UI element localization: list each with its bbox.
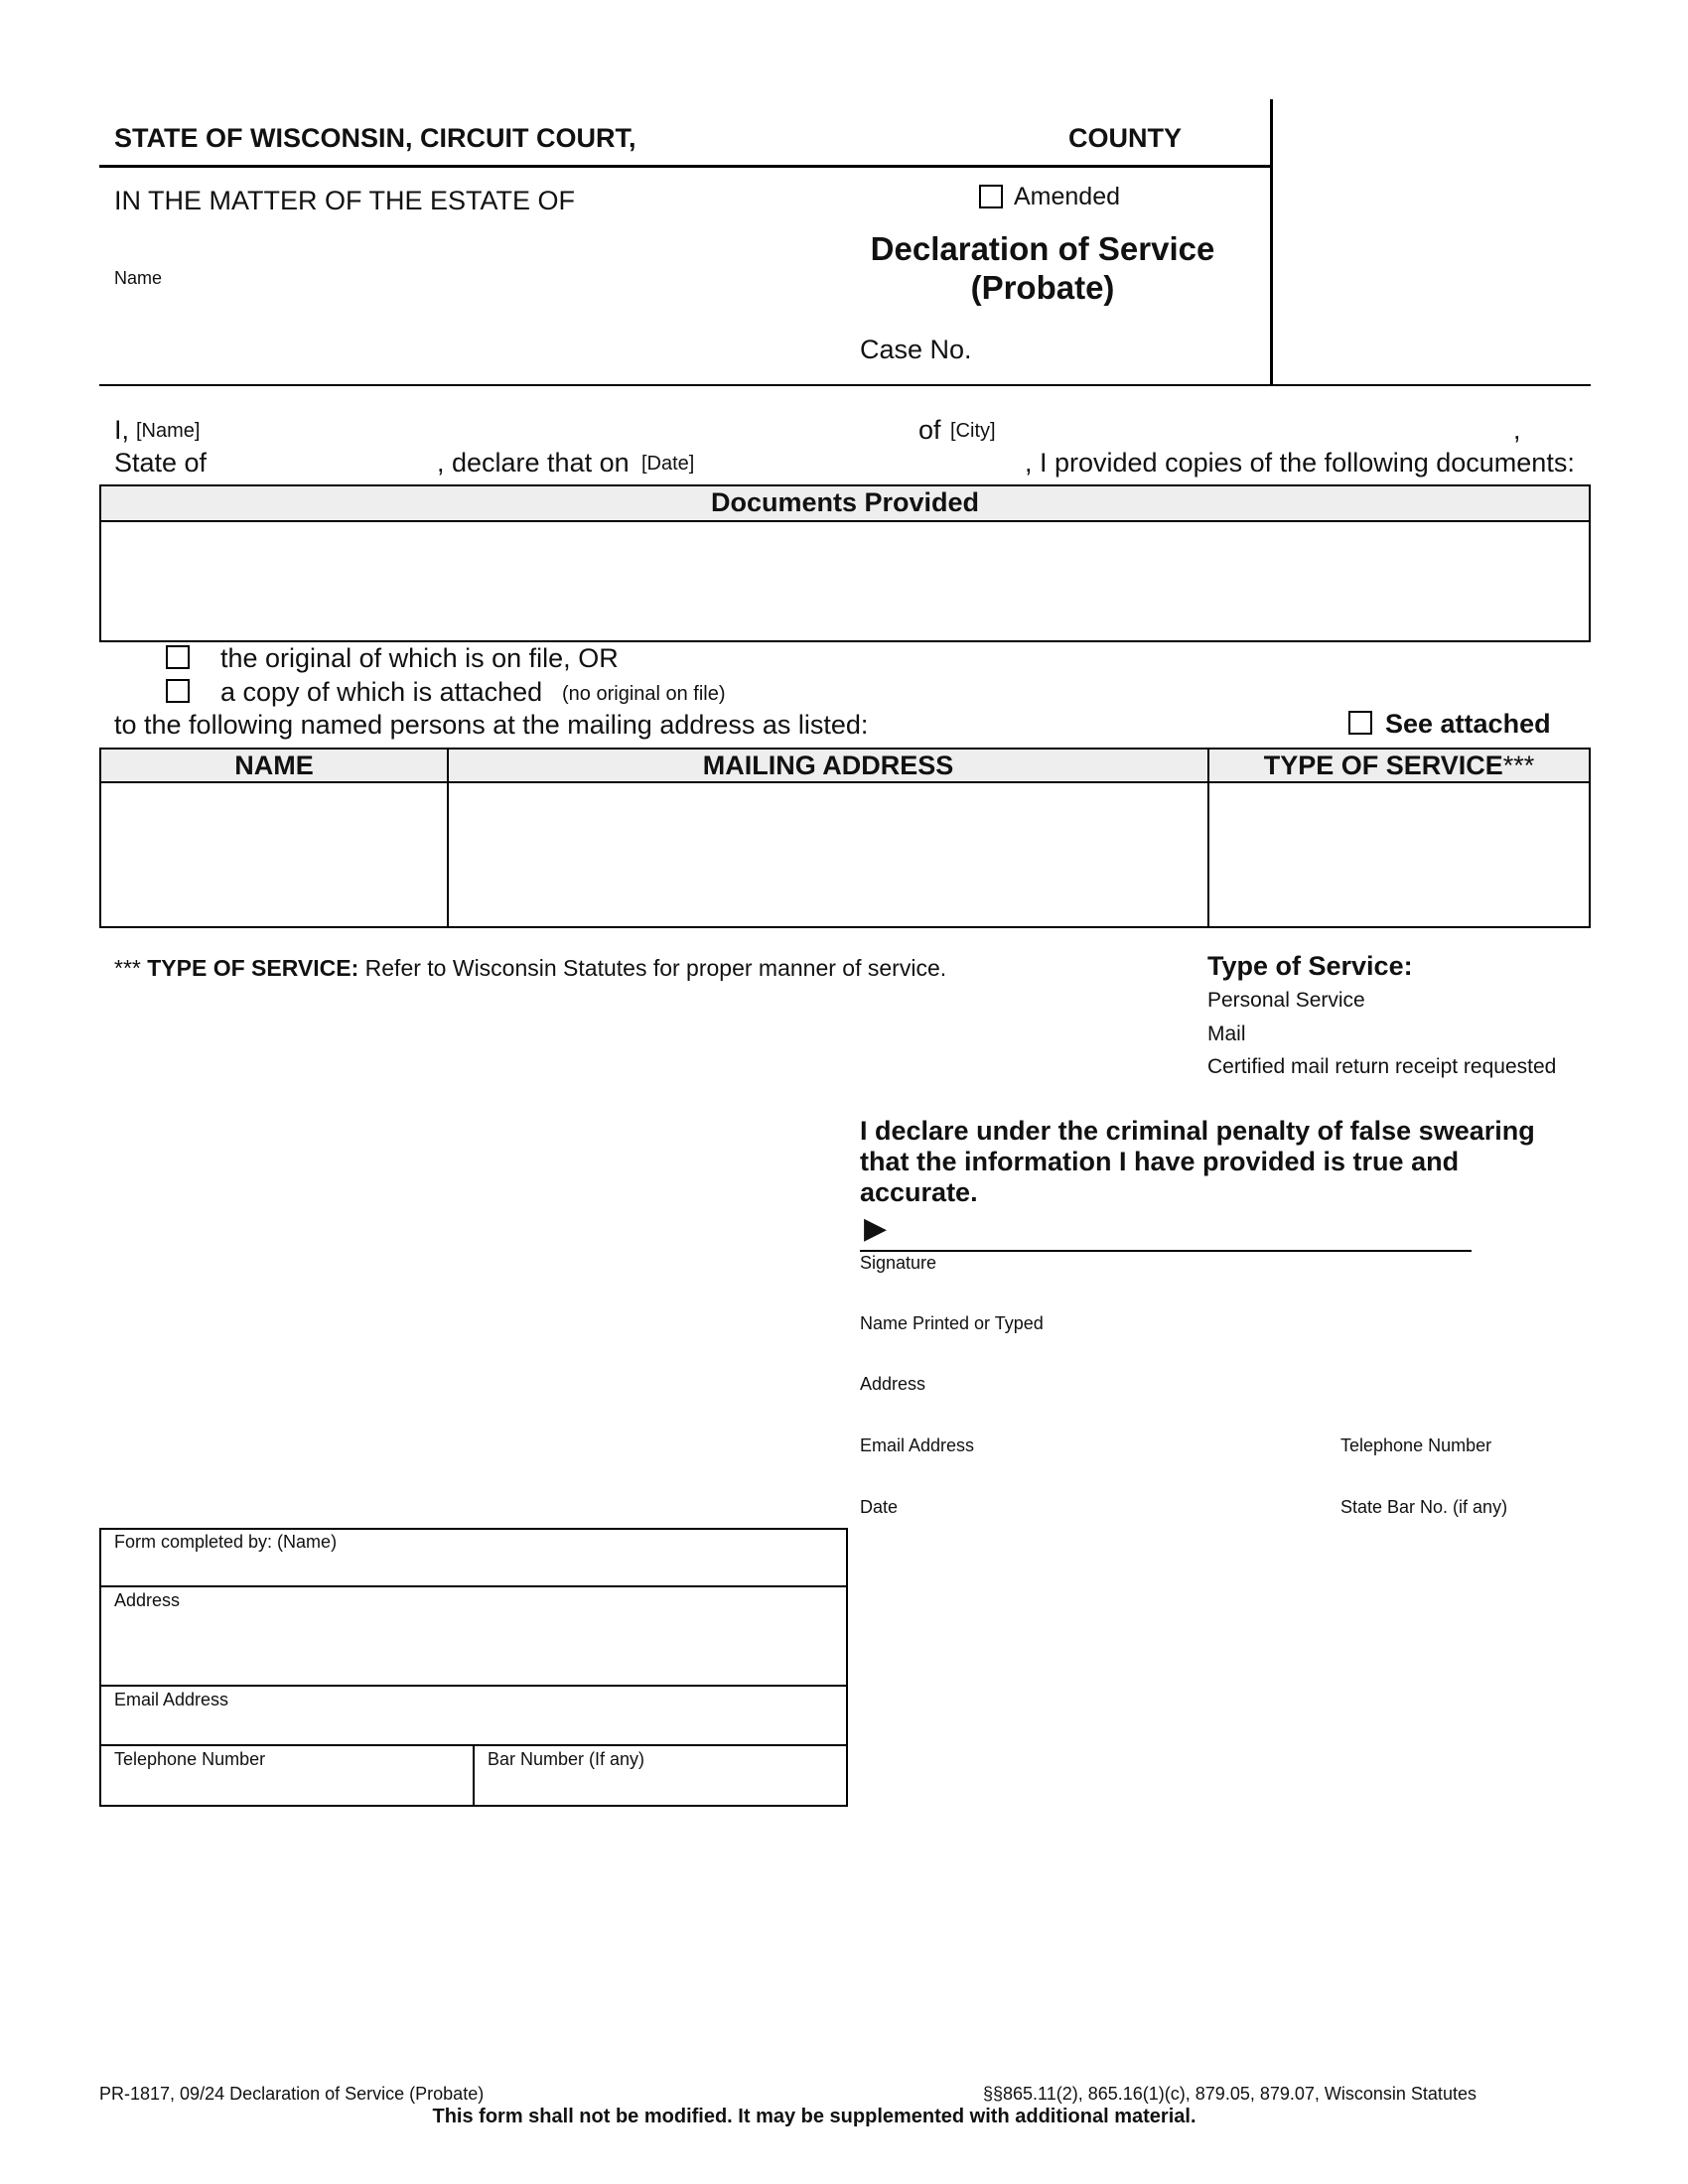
state-bar-caption: State Bar No. (if any) [1340,1497,1508,1517]
service-note-label: TYPE OF SERVICE: [147,955,359,981]
completed-by-name-input[interactable] [103,1554,844,1583]
signer-email-caption: Email Address [860,1435,975,1455]
court-label: STATE OF WISCONSIN, CIRCUIT COURT, [114,123,636,153]
original-on-file-label: the original of which is on file, OR [220,643,619,673]
oath-line-1: I declare under the criminal penalty of false swearing [860,1116,1535,1146]
signature-caption: Signature [860,1253,937,1273]
documents-header: Documents Provided [99,484,1591,522]
matter-label: IN THE MATTER OF THE ESTATE OF [114,186,576,215]
completed-by-divider [473,1744,475,1807]
completed-by-email-input[interactable] [103,1711,844,1741]
signer-date-caption: Date [860,1497,899,1517]
completed-by-telephone-input[interactable] [103,1772,469,1802]
service-type-mail: Mail [1207,1023,1246,1045]
signer-contact-input[interactable] [860,1400,1472,1433]
signature-rule [860,1250,1472,1252]
signer-address-caption: Address [860,1374,926,1394]
completed-by-rule-1 [99,1585,848,1587]
persons-label: to the following named persons at the mailing address as listed: [114,710,869,740]
col-type-stars: *** [1502,751,1535,780]
signature-input[interactable] [898,1217,1472,1251]
col-address-header: MAILING ADDRESS [447,748,1209,783]
estate-name-input[interactable] [112,232,712,264]
completed-by-name-label: Form completed by: (Name) [114,1532,338,1552]
col-type-label: TYPE OF SERVICE [1263,751,1503,780]
signer-telephone-caption: Telephone Number [1340,1435,1492,1455]
name-printed-input[interactable] [860,1279,1472,1312]
completed-by-bar-input[interactable] [479,1772,844,1802]
original-on-file-checkbox[interactable] [166,645,190,669]
service-note-text: Refer to Wisconsin Statutes for proper manner of service. [364,955,947,981]
name-printed-caption: Name Printed or Typed [860,1313,1044,1333]
caption-vertical-divider [1270,99,1273,385]
copy-attached-label: a copy of which is attached [220,677,543,707]
completed-by-bar-label: Bar Number (If any) [488,1749,645,1769]
recipient-service-type-input[interactable] [1207,781,1591,928]
of-label: of [918,415,941,445]
caption-top-rule [99,165,1273,168]
completed-by-address-input[interactable] [103,1614,844,1682]
recipient-name-input[interactable] [99,781,449,928]
estate-name-caption: Name [114,268,163,288]
completed-by-email-label: Email Address [114,1690,229,1709]
county-label: COUNTY [1068,123,1182,153]
provided-label: , I provided copies of the following documents: [1025,448,1575,478]
completed-by-address-label: Address [114,1590,181,1610]
caption-bottom-rule [99,384,1591,386]
documents-input[interactable] [99,520,1591,642]
amended-checkbox[interactable] [979,185,1003,208]
service-type-certified: Certified mail return receipt requested [1207,1055,1557,1078]
state-input[interactable] [218,446,439,478]
col-type-header [1207,748,1591,783]
declare-on-label: , declare that on [437,448,630,478]
city-comma: , [1513,415,1521,445]
signer-date-input[interactable] [860,1461,1472,1495]
service-date-input[interactable] [709,446,1025,478]
completed-by-telephone-label: Telephone Number [114,1749,266,1769]
state-of-label: State of [114,448,208,478]
estate-name-input-2[interactable] [112,316,712,347]
footer-statutes: §§865.11(2), 865.16(1)(c), 879.05, 879.07, Wisconsin Statutes [983,2084,1477,2104]
oath-line-2: that the information I have provided is true and [860,1147,1460,1176]
copy-attached-note: (no original on file) [562,683,726,705]
case-no-label: Case No. [860,335,972,364]
form-title: Declaration of Service [870,230,1215,267]
service-type-personal: Personal Service [1207,989,1365,1012]
declarant-i-label: I, [114,415,130,445]
form-subtitle: (Probate) [970,269,1115,306]
completed-by-rule-2 [99,1685,848,1687]
oath-line-3: accurate. [860,1177,978,1207]
copy-attached-checkbox[interactable] [166,679,190,703]
see-attached-checkbox[interactable] [1348,711,1372,735]
service-note [114,955,946,982]
see-attached-label: See attached [1385,709,1551,739]
amended-label: Amended [1014,183,1121,210]
declarant-name-input[interactable] [216,413,912,445]
footer-notice: This form shall not be modified. It may be supplemented with additional material. [432,2106,1196,2127]
recipient-address-input[interactable] [447,781,1209,928]
service-types-title: Type of Service: [1207,951,1413,981]
signer-address-input[interactable] [860,1338,1472,1372]
name-hint: [Name] [136,420,201,442]
footer-form-id: PR-1817, 09/24 Declaration of Service (Probate) [99,2084,485,2104]
city-input[interactable] [1009,413,1513,445]
case-no-input[interactable] [983,334,1235,365]
col-name-header: NAME [99,748,449,783]
date-hint: [Date] [641,453,695,475]
city-hint: [City] [950,420,996,442]
county-input[interactable] [665,125,1060,155]
sign-here-arrow-icon: ▶ [864,1212,888,1245]
service-note-stars: *** [114,955,141,981]
